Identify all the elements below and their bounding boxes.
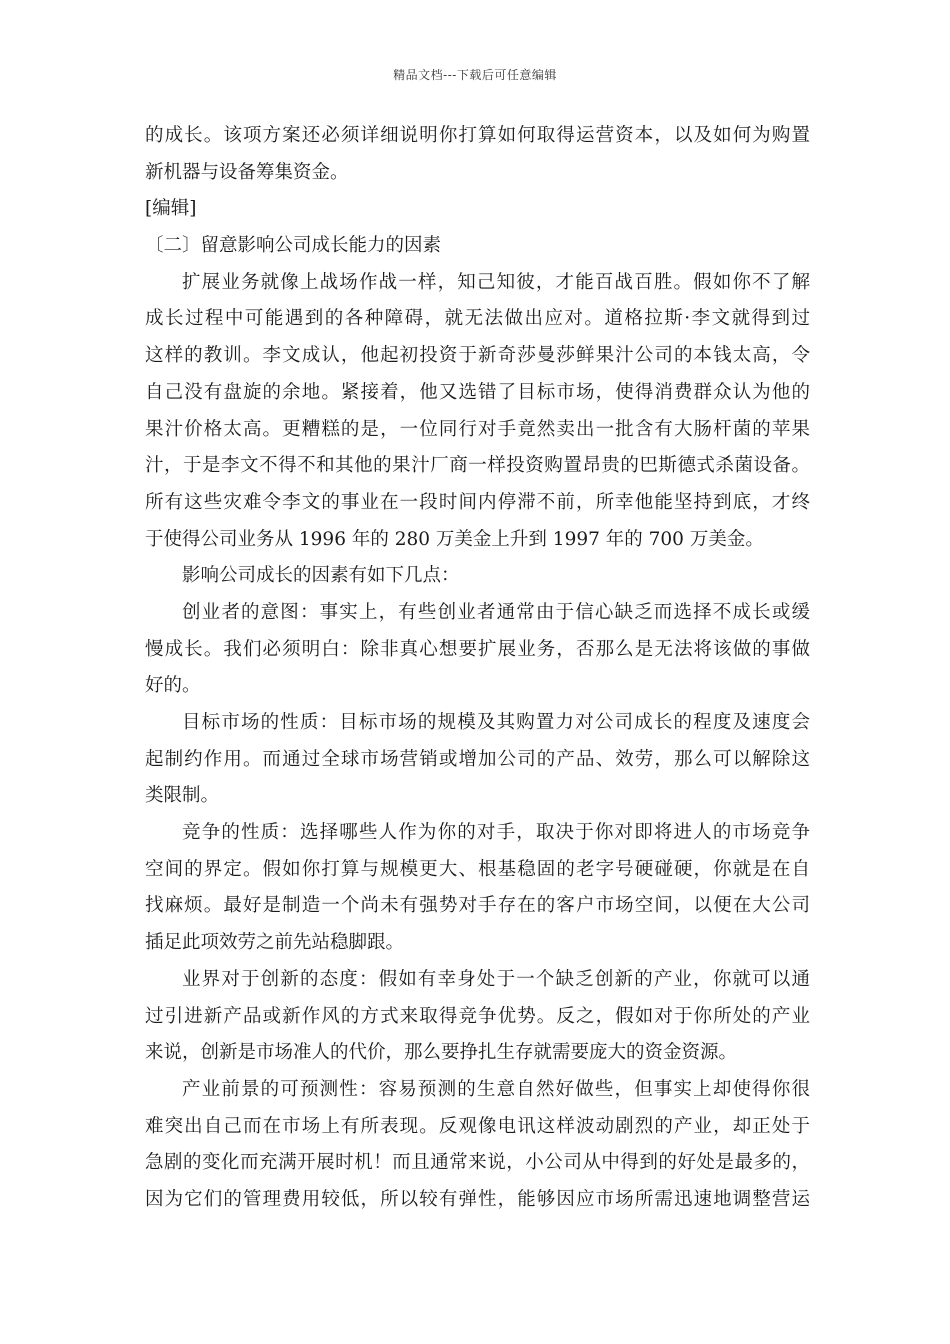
page-header: 精品文档---下载后可任意编辑 [393, 68, 557, 82]
text-line: 空间的界定。假如你打算与规模更大、根基稳固的老字号硬碰硬，你就是在自 [145, 858, 810, 880]
text-line: 于使得公司业务从 1996 年的 280 万美金上升到 1997 年的 700 万美金。 [145, 528, 764, 550]
text-line: 难突出自己而在市场上有所表现。反观像电讯这样波动剧烈的产业，却正处于 [145, 1115, 810, 1137]
text-line: 急剧的变化而充满开展时机！而且通常来说，小公司从中得到的好处是最多的， [145, 1152, 810, 1174]
text-line: 慢成长。我们必须明白：除非真心想要扩展业务，否那么是无法将该做的事做 [145, 638, 810, 660]
text-line: 产业前景的可预测性：容易预测的生意自然好做些，但事实上却使得你很 [182, 1078, 810, 1100]
text-line: 影响公司成长的因素有如下几点： [182, 565, 460, 587]
text-line: 所有这些灾难令李文的事业在一段时间内停滞不前，所幸他能坚持到底，才终 [145, 491, 810, 513]
text-line: 创业者的意图：事实上，有些创业者通常由于信心缺乏而选择不成长或缓 [182, 601, 810, 623]
text-line: 找麻烦。最好是制造一个尚未有强势对手存在的客户市场空间，以便在大公司 [145, 895, 810, 917]
text-line: 来说，创新是市场准人的代价，那么要挣扎生存就需要庞大的资金资源。 [145, 1042, 738, 1064]
text-line: 好的。 [145, 675, 201, 697]
text-line: 扩展业务就像上战场作战一样，知己知彼，才能百战百胜。假如你不了解 [182, 271, 810, 293]
section-heading: 〔二〕留意影响公司成长能力的因素 [145, 235, 442, 257]
document-body [145, 118, 810, 1219]
edit-link[interactable]: [编辑] [145, 198, 197, 220]
text-line: 果汁价格太高。更糟糕的是，一位同行对手竟然卖出一批含有大肠杆菌的苹果 [145, 418, 810, 440]
text-line: 过引进新产品或新作风的方式来取得竞争优势。反之，假如对于你所处的产业 [145, 1005, 810, 1027]
text-line: 这样的教训。李文成认，他起初投资于新奇莎曼莎鲜果汁公司的本钱太高，令 [145, 345, 810, 367]
text-line: 汁，于是李文不得不和其他的果汁厂商一样投资购置昂贵的巴斯德式杀菌设备。 [145, 455, 810, 477]
text-line: 自己没有盘旋的余地。紧接着，他又选错了目标市场，使得消费群众认为他的 [145, 381, 810, 403]
text-line: 类限制。 [145, 785, 220, 807]
text-line: 插足此项效劳之前先站稳脚跟。 [145, 932, 405, 954]
text-line: 的成长。该项方案还必须详细说明你打算如何取得运营资本，以及如何为购置 [145, 125, 810, 146]
text-line: 竞争的性质：选择哪些人作为你的对手，取决于你对即将进人的市场竞争 [182, 822, 810, 844]
text-line: 因为它们的管理费用较低，所以较有弹性，能够因应市场所需迅速地调整营运 [145, 1188, 810, 1210]
text-line: 新机器与设备筹集资金。 [145, 161, 349, 183]
text-line: 成长过程中可能遇到的各种障碍，就无法做出应对。道格拉斯·李文就得到过 [145, 308, 810, 330]
text-line: 目标市场的性质：目标市场的规模及其购置力对公司成长的程度及速度会 [182, 712, 810, 733]
text-line: 起制约作用。而通过全球市场营销或增加公司的产品、效劳，那么可以解除这 [145, 748, 810, 770]
text-line: 业界对于创新的态度：假如有幸身处于一个缺乏创新的产业，你就可以通 [182, 968, 810, 990]
